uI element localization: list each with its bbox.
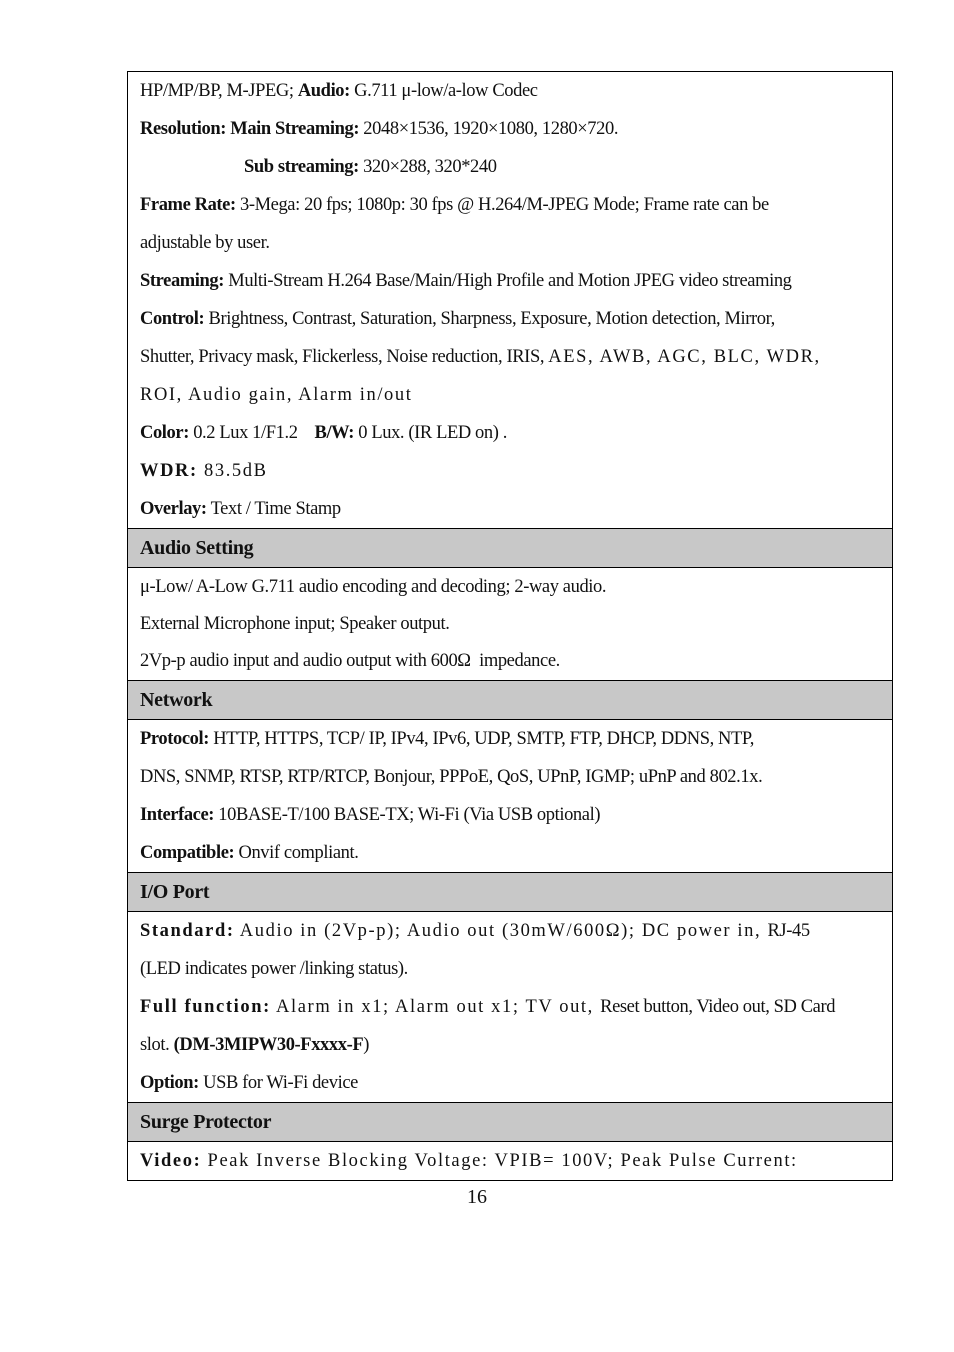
control-line <box>140 300 882 338</box>
compatible-label: Compatible: <box>140 843 235 863</box>
control-value-2: Shutter, Privacy mask, Flickerless, Noise reduction, IRIS, <box>140 347 549 367</box>
standard-label: Standard: <box>140 921 235 941</box>
interface-label: Interface: <box>140 805 215 825</box>
frame-rate-line <box>140 186 882 224</box>
color-label: Color: <box>140 423 189 443</box>
audio-label: Audio: <box>297 81 350 101</box>
control-line-3 <box>140 376 882 414</box>
overlay-line <box>140 490 882 528</box>
audio-text-1: μ-Low/ A-Low G.711 audio encoding and decoding; 2-way audio. <box>140 577 607 597</box>
standard-value-rj45: RJ-45 <box>767 921 810 941</box>
codec-text: HP/MP/BP, M-JPEG; <box>140 81 298 101</box>
surge-video-line <box>140 1142 882 1180</box>
bw-value: 0 Lux. (IR LED on) . <box>354 423 507 443</box>
audio-setting-header: Audio Setting <box>128 528 892 567</box>
color-value: 0.2 Lux 1/F1.2 <box>188 423 315 443</box>
sub-streaming-value: 320×288, 320*240 <box>358 157 497 177</box>
audio-text-2: External Microphone input; Speaker output. <box>140 614 450 634</box>
surge-block <box>128 1141 892 1180</box>
codec-line <box>140 72 882 110</box>
audio-codec-text: G.711 μ-low/a-low Codec <box>349 81 538 101</box>
sub-streaming-line <box>140 148 882 186</box>
control-line-2 <box>140 338 882 376</box>
streaming-value: Multi-Stream H.264 Base/Main/High Profile and Motion JPEG video streaming <box>224 271 792 291</box>
sub-streaming-label: Sub streaming: <box>244 157 359 177</box>
surge-video-value: Peak Inverse Blocking Voltage: VPIB= 100V; Peak Pulse Current: <box>201 1151 798 1171</box>
surge-video-label: Video: <box>140 1151 202 1171</box>
wdr-label: WDR: <box>140 461 198 481</box>
control-value-3: ROI, Audio gain, Alarm in/out <box>140 385 413 405</box>
interface-line <box>140 796 882 834</box>
full-function-value-b: Reset button, Video out, SD Card <box>600 997 836 1017</box>
surge-protector-header: Surge Protector <box>128 1102 892 1141</box>
resolution-line <box>140 110 882 148</box>
page-number: 16 <box>467 1186 487 1208</box>
color-line <box>140 414 882 452</box>
bw-label: B/W: <box>314 423 355 443</box>
protocol-value: HTTP, HTTPS, TCP/ IP, IPv4, IPv6, UDP, SMTP, FTP, DHCP, DDNS, NTP, <box>209 729 754 749</box>
frame-rate-value: 3-Mega: 20 fps; 1080p: 30 fps @ H.264/M-JPEG Mode; Frame rate can be <box>235 195 769 215</box>
compatible-line <box>140 834 882 872</box>
audio-block <box>128 567 892 680</box>
full-function-value: Alarm in x1; Alarm out x1; TV out, <box>270 997 601 1017</box>
wdr-line <box>140 452 882 490</box>
resolution-value: 2048×1536, 1920×1080, 1280×720. <box>359 119 619 139</box>
io-port-header: I/O Port <box>128 872 892 911</box>
option-value: USB for Wi-Fi device <box>198 1073 358 1093</box>
overlay-label: Overlay: <box>140 499 207 519</box>
io-block <box>128 911 892 1102</box>
frame-rate-label: Frame Rate: <box>140 195 236 215</box>
spec-table <box>127 71 893 1181</box>
protocol-label: Protocol: <box>140 729 209 749</box>
frame-rate-line-2 <box>140 224 882 262</box>
resolution-label: Resolution: Main Streaming: <box>140 119 360 139</box>
compatible-value: Onvif compliant. <box>234 843 359 863</box>
interface-value: 10BASE-T/100 BASE-TX; Wi-Fi (Via USB optional) <box>214 805 601 825</box>
protocol-value-2: DNS, SNMP, RTSP, RTP/RTCP, Bonjour, PPPoE, QoS, UPnP, IGMP; uPnP and 802.1x. <box>140 767 763 787</box>
control-value: Brightness, Contrast, Saturation, Sharpness, Exposure, Motion detection, Mirror, <box>204 309 775 329</box>
full-function-value-2a: slot. <box>140 1035 174 1055</box>
video-spec-block <box>128 72 892 528</box>
streaming-label: Streaming: <box>140 271 225 291</box>
full-function-line <box>140 988 882 1026</box>
standard-value: Audio in (2Vp-p); Audio out (30mW/600Ω); DC power in, <box>234 921 768 941</box>
wdr-value: 83.5dB <box>197 461 268 481</box>
option-line <box>140 1064 882 1102</box>
audio-line-2 <box>140 606 882 643</box>
frame-rate-value-2: adjustable by user. <box>140 233 270 253</box>
control-value-2b: AES, AWB, AGC, BLC, WDR, <box>548 347 821 367</box>
control-label: Control: <box>140 309 205 329</box>
standard-value-2: (LED indicates power /linking status). <box>140 959 408 979</box>
option-label: Option: <box>140 1073 199 1093</box>
network-block <box>128 719 892 872</box>
model-number: (DM-3MIPW30-Fxxxx-F <box>173 1035 364 1055</box>
audio-line-3 <box>140 643 882 680</box>
full-function-value-2c: ) <box>363 1035 370 1055</box>
network-header: Network <box>128 680 892 719</box>
full-function-line-2 <box>140 1026 882 1064</box>
standard-line-2 <box>140 950 882 988</box>
overlay-value: Text / Time Stamp <box>206 499 341 519</box>
audio-text-3: 2Vp-p audio input and audio output with 600Ω impedance. <box>140 651 560 671</box>
full-function-label: Full function: <box>140 997 271 1017</box>
streaming-line <box>140 262 882 300</box>
protocol-line <box>140 720 882 758</box>
audio-line-1 <box>140 568 882 606</box>
standard-line <box>140 912 882 950</box>
protocol-line-2 <box>140 758 882 796</box>
